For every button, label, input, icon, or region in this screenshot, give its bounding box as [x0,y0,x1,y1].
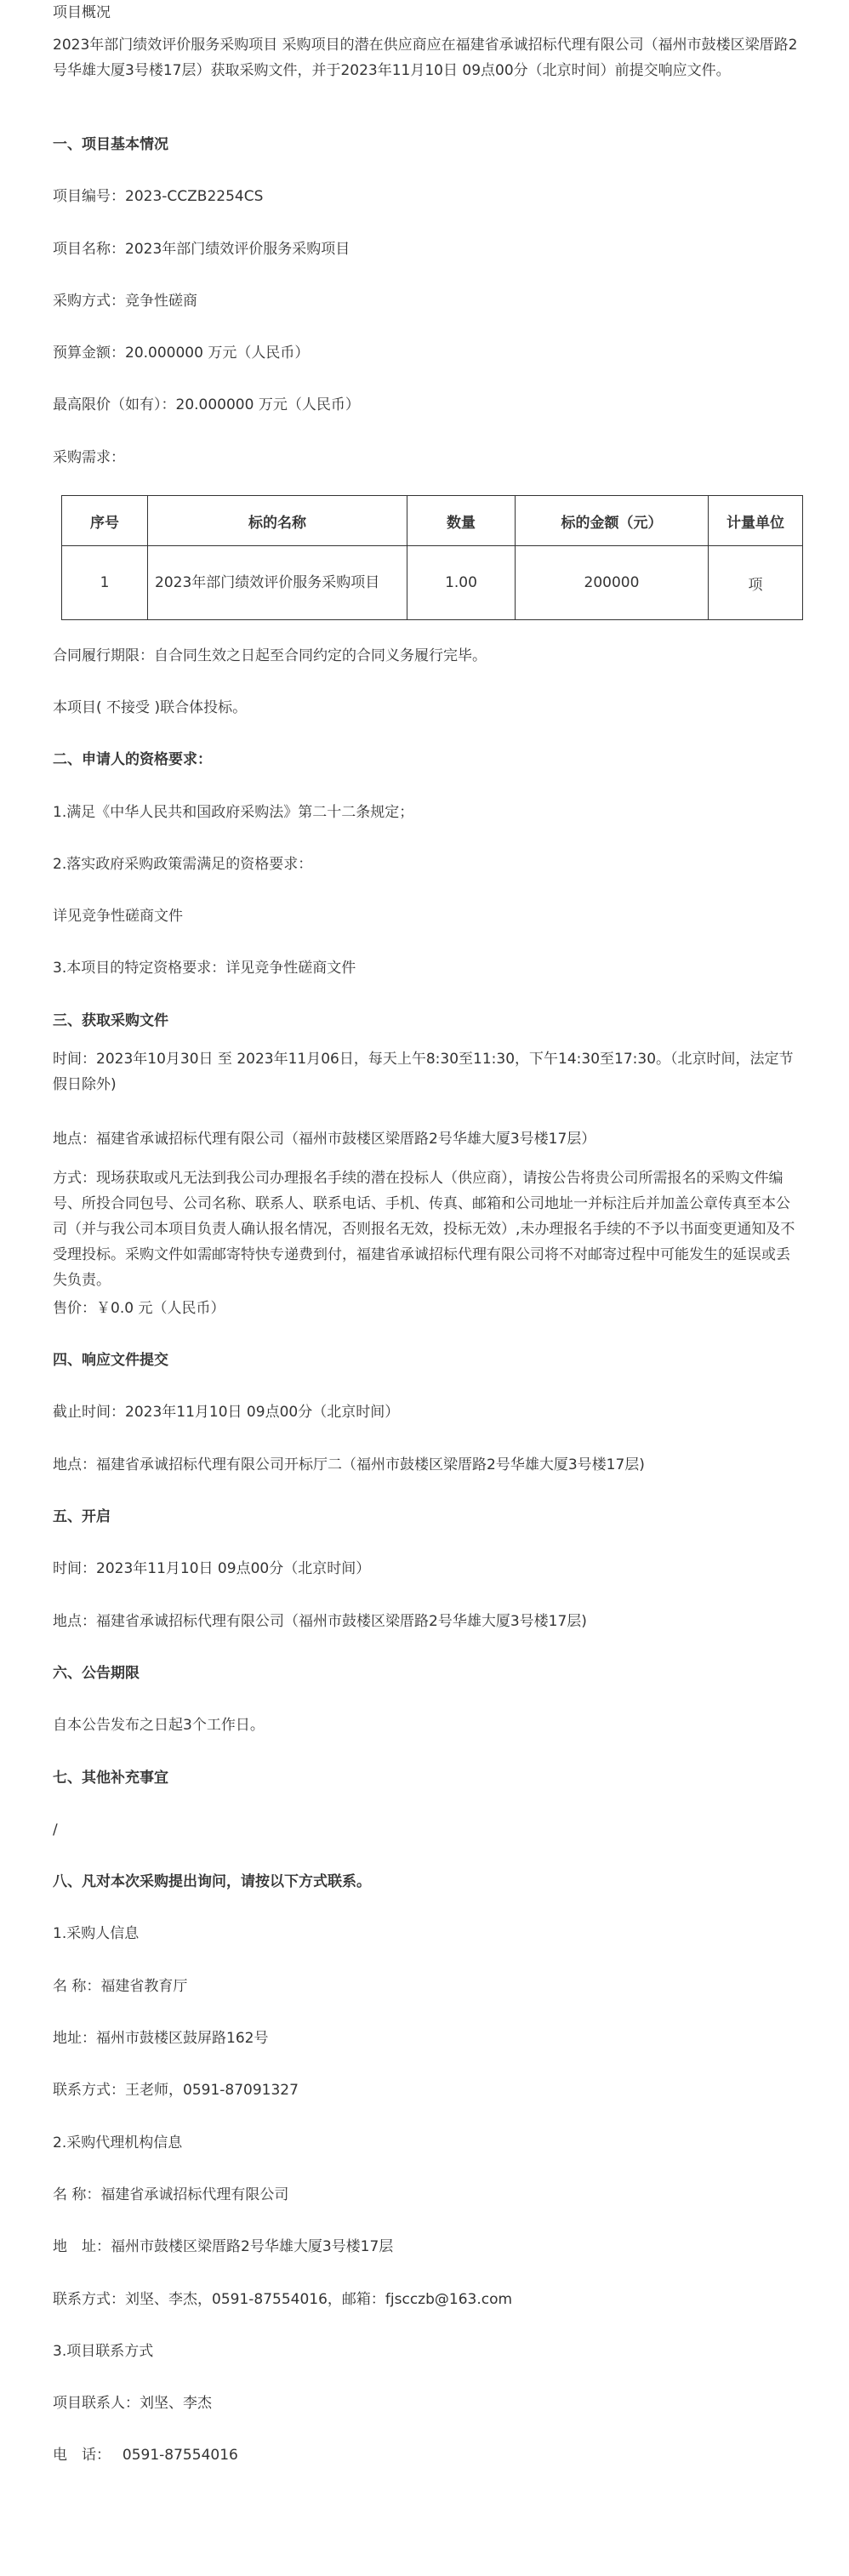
section-heading-get-documents: 三、获取采购文件 [53,1012,168,1029]
section-heading-basic-info: 一、项目基本情况 [53,136,168,153]
overview-title: 项目概况 [53,4,111,21]
cell-amount: 200000 [516,546,709,620]
announcement-period: 自本公告发布之日起3个工作日。 [53,1717,265,1734]
agency-name: 名 称：福建省承诚招标代理有限公司 [53,2186,289,2203]
project-contact-phone: 电 话： 0591-87554016 [53,2447,238,2464]
cell-item-name: 2023年部门绩效评价服务采购项目 [148,546,407,620]
col-header-no: 序号 [62,496,148,546]
get-documents-way: 方式：现场获取或凡无法到我公司办理报名手续的潜在投标人（供应商），请按公告将贵公司所需报名的采购文件编号、所投合同包号、公司名称、联系人、联系电话、手机、传真、邮箱和公司地址一并标注后并加盖公章传真至本公司（并与我公司本项目负责人确认报名情况，否则报名无效，投标无效）,未办理报名手续的不予以书面变更通知及不受理投标。采购文件如需邮寄特快专递费到付，福建省承诚招标代理有限公司将不对邮寄过程中可能发生的延误或丢失负责。 [53,1170,795,1289]
qualification-item-1: 1.满足《中华人民共和国政府采购法》第二十二条规定； [53,804,414,821]
table-row [62,546,803,620]
budget-amount: 预算金额：20.000000 万元（人民币） [53,345,310,362]
submission-place: 地点：福建省承诚招标代理有限公司开标厅二（福州市鼓楼区梁厝路2号华雄大厦3号楼17层) [53,1456,645,1473]
qualification-item-3: 3.本项目的特定资格要求：详见竞争性磋商文件 [53,960,356,977]
project-name: 项目名称：2023年部门绩效评价服务采购项目 [53,241,350,258]
section-heading-opening: 五、开启 [53,1508,111,1525]
table-header-row [62,496,803,546]
project-contact-person: 项目联系人：刘坚、李杰 [53,2395,212,2412]
agency-info-title: 2.采购代理机构信息 [53,2134,183,2151]
col-header-amount: 标的金额（元） [516,496,709,546]
buyer-name: 名 称：福建省教育厅 [53,1978,188,1995]
qualification-item-2: 2.落实政府采购政策需满足的资格要求： [53,856,313,873]
contract-period: 合同履行期限：自合同生效之日起至合同约定的合同义务履行完毕。 [53,647,487,664]
agency-address: 地 址：福州市鼓楼区梁厝路2号华雄大厦3号楼17层 [53,2238,394,2255]
project-contact-title: 3.项目联系方式 [53,2343,154,2360]
project-number: 项目编号：2023-CCZB2254CS [53,188,264,205]
col-header-item-name: 标的名称 [148,496,407,546]
section-heading-other-matters: 七、其他补充事宜 [53,1770,168,1787]
buyer-info-title: 1.采购人信息 [53,1925,140,1942]
buyer-contact: 联系方式：王老师，0591-87091327 [53,2082,299,2099]
consortium-note: 本项目( 不接受 )联合体投标。 [53,699,248,716]
section-heading-contact: 八、凡对本次采购提出询问，请按以下方式联系。 [53,1873,371,1890]
overview-text: 2023年部门绩效评价服务采购项目 采购项目的潜在供应商应在福建省承诚招标代理有限公司（福州市鼓楼区梁厝路2号华雄大厦3号楼17层）获取采购文件，并于2023年11月10日 09点00分（北京时间）前提交响应文件。 [53,37,798,79]
get-documents-place: 地点：福建省承诚招标代理有限公司（福州市鼓楼区梁厝路2号华雄大厦3号楼17层） [53,1131,596,1148]
get-documents-time: 时间：2023年10月30日 至 2023年11月06日，每天上午8:30至11:30，下午14:30至17:30。（北京时间，法定节假日除外) [53,1051,794,1093]
section-heading-submission: 四、响应文件提交 [53,1352,168,1369]
demand-label: 采购需求： [53,449,125,466]
section-heading-announcement-period: 六、公告期限 [53,1665,140,1682]
max-price: 最高限价（如有）：20.000000 万元（人民币） [53,396,360,413]
qualification-item-2-detail: 详见竞争性磋商文件 [53,908,183,925]
submission-deadline: 截止时间：2023年11月10日 09点00分（北京时间） [53,1404,400,1421]
agency-contact: 联系方式：刘坚、李杰，0591-87554016，邮箱：fjscczb@163.com [53,2291,513,2308]
cell-no: 1 [62,546,148,620]
opening-place: 地点：福建省承诚招标代理有限公司（福州市鼓楼区梁厝路2号华雄大厦3号楼17层) [53,1613,587,1630]
other-matters-text: / [53,1821,58,1838]
cell-quantity: 1.00 [407,546,516,620]
buyer-address: 地址：福州市鼓楼区鼓屏路162号 [53,2030,269,2047]
document-price: 售价：￥0.0 元（人民币） [53,1300,225,1317]
procurement-demand-table [61,495,803,620]
opening-time: 时间：2023年11月10日 09点00分（北京时间） [53,1560,371,1577]
col-header-unit: 计量单位 [709,496,803,546]
col-header-quantity: 数量 [407,496,516,546]
procurement-method: 采购方式：竞争性磋商 [53,293,197,310]
cell-unit: 项 [709,546,803,620]
section-heading-qualification: 二、申请人的资格要求： [53,751,212,768]
